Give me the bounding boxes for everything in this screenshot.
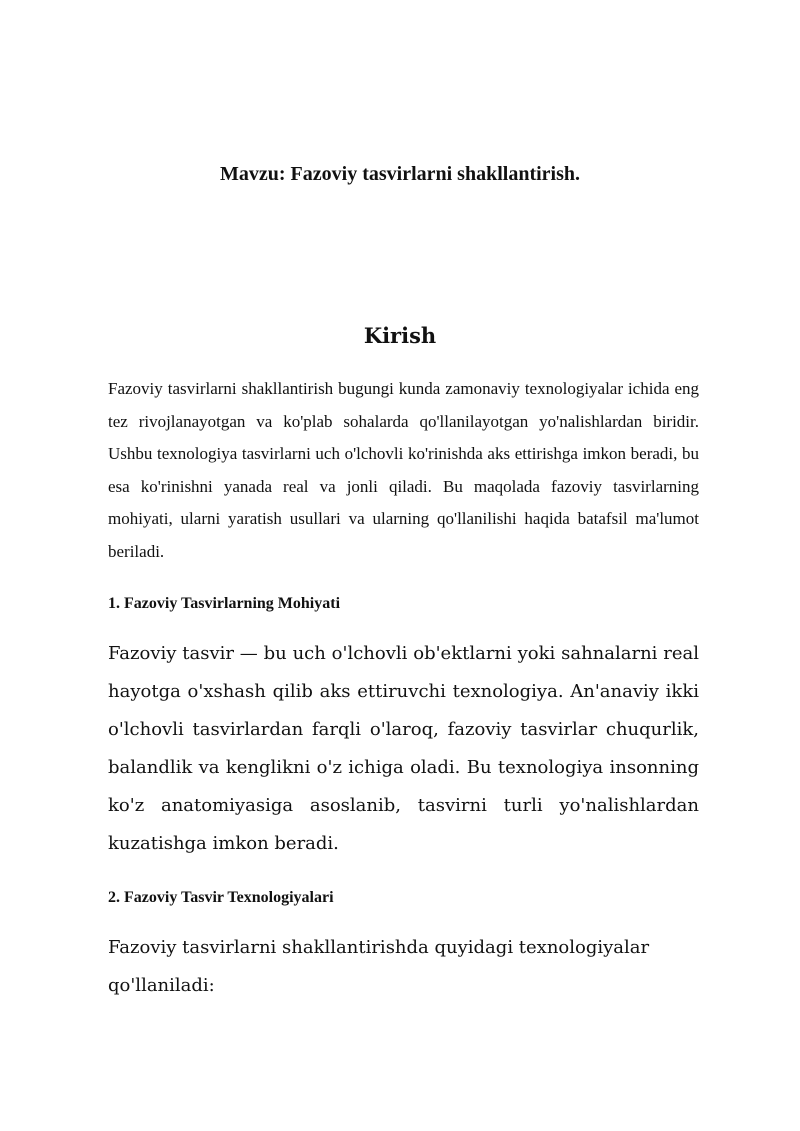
- section-paragraph-texnologiyalari: Fazoviy tasvirlarni shakllantirishda quyidagi texnologiyalar qo'llaniladi:: [108, 937, 650, 996]
- document-topic-title: Mavzu: Fazoviy tasvirlarni shakllantirish.: [220, 163, 580, 185]
- section-paragraph-mohiyati: Fazoviy tasvir — bu uch o'lchovli ob'ektlarni yoki sahnalarni real hayotga o'xshash qilib aks ettiruvchi texnologiya. An'anaviy ikki o'lchovli tasvirlardan farqli o'laroq, fazoviy tasvirlar chuqurlik, balandlik va kenglikni o'z ichiga oladi. Bu texnologiya insonning ko'z anatomiyasiga asoslanib, tasvirni turli yo'nalishlardan kuzatishga imkon beradi.: [108, 643, 699, 854]
- section-heading-mohiyati: 1. Fazoviy Tasvirlarning Mohiyati: [108, 595, 341, 612]
- section-heading-texnologiyalari: 2. Fazoviy Tasvir Texnologiyalari: [108, 889, 334, 906]
- intro-paragraph: Fazoviy tasvirlarni shakllantirish bugungi kunda zamonaviy texnologiyalar ichida eng tez rivojlanayotgan va ko'plab sohalarda qo'llanilayotgan yo'nalishlardan biridir. Ushbu texnologiya tasvirlarni uch o'lchovli ko'rinishda aks ettirishga imkon beradi, bu esa ko'rinishni yanada real va jonli qiladi. Bu maqolada fazoviy tasvirlarning mohiyati, ularni yaratish usullari va ularning qo'llanilishi haqida batafsil ma'lumot beriladi.: [108, 379, 699, 561]
- intro-heading: Kirish: [363, 323, 437, 348]
